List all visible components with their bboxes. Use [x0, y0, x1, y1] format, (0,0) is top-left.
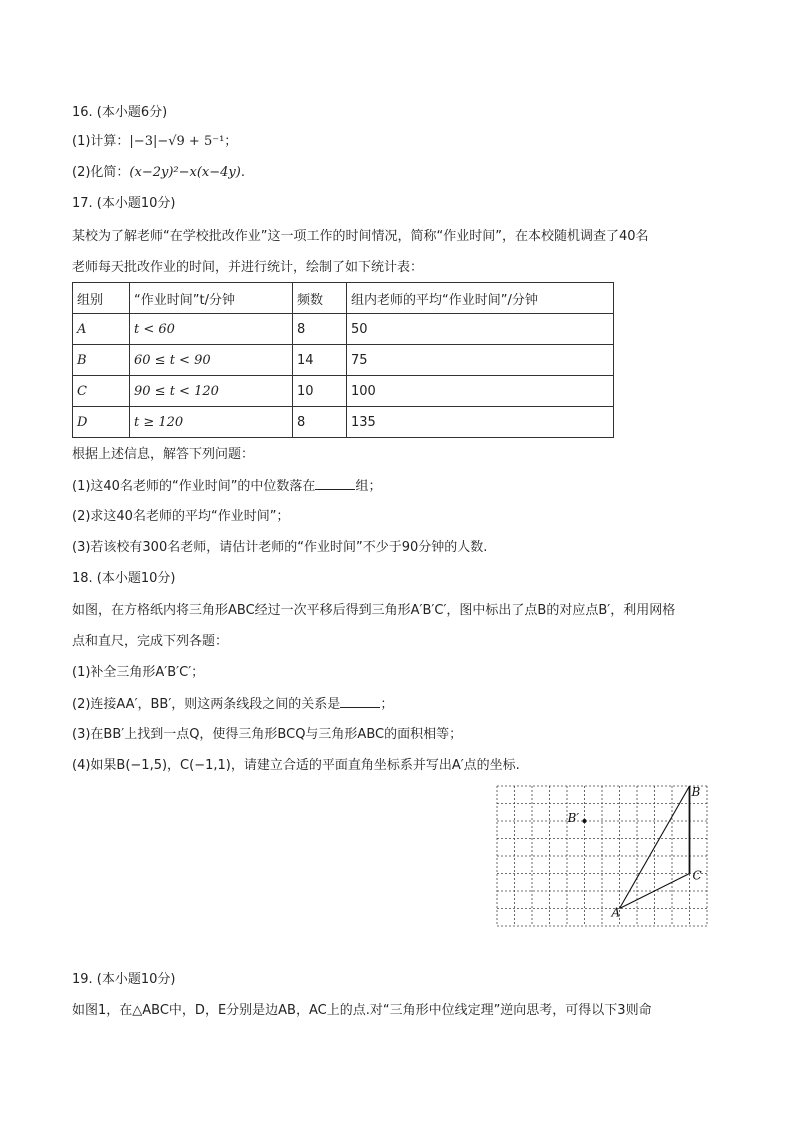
q19-header: 19. (本小题10分): [72, 972, 176, 987]
q17-part3: (3)若该校有300名老师，请估计老师的“作业时间”不少于90分钟的人数.: [72, 540, 488, 555]
q18-part2: [72, 695, 393, 714]
q18-intro-line1: 如图，在方格纸内将三角形ABC经过一次平移后得到三角形A′B′C′，图中标出了点B的对应点B′，利用网格: [72, 603, 676, 618]
table-cell: 8: [293, 314, 347, 345]
table-cell: A: [73, 314, 130, 345]
table-row: [73, 314, 614, 345]
label-b-prime: B′: [567, 811, 580, 825]
table-cell: 75: [347, 345, 614, 376]
grid-lines: [497, 786, 707, 926]
q16-header: 16. (本小题6分): [72, 105, 168, 120]
table-cell: 100: [347, 376, 614, 407]
q16-part1-label: (1)计算：: [72, 134, 130, 149]
table-cell: 8: [293, 407, 347, 438]
table-row: [73, 407, 614, 438]
table-cell: D: [73, 407, 130, 438]
table-cell: t < 60: [130, 314, 293, 345]
q18-part3: (3)在BB′上找到一点Q，使得三角形BCQ与三角形ABC的面积相等；: [72, 727, 463, 742]
answer-blank: [340, 695, 380, 708]
table-row: [73, 345, 614, 376]
table-header-cell: 组内老师的平均“作业时间”/分钟: [347, 283, 614, 314]
table-cell: C: [73, 376, 130, 407]
table-cell: 90 ≤ t < 120: [130, 376, 293, 407]
label-a: A: [611, 905, 621, 920]
table-header-cell: 频数: [293, 283, 347, 314]
table-row: [73, 376, 614, 407]
table-cell: 14: [293, 345, 347, 376]
q18-part2-text: (2)连接AA′，BB′，则这两条线段之间的关系是: [72, 697, 341, 712]
q18-header: 18. (本小题10分): [72, 571, 176, 586]
triangle-abc: [583, 786, 690, 909]
table-cell: t ≥ 120: [130, 407, 293, 438]
label-b: B: [691, 785, 701, 799]
q16-part2-expression: (x−2y)²−x(x−4y).: [129, 165, 245, 180]
table-header-cell: “作业时间”t/分钟: [130, 283, 293, 314]
q18-part1: (1)补全三角形A′B′C′；: [72, 665, 205, 680]
q17-part1: [72, 477, 381, 496]
q18-intro-line2: 点和直尺，完成下列各题：: [72, 634, 229, 649]
q16-part1-expression: |−3|−√9 + 5⁻¹；: [129, 134, 238, 149]
q16-part1: [72, 133, 237, 151]
q17-intro-line1: 某校为了解老师“在学校批改作业”这一项工作的时间情况，简称“作业时间”，在本校随机调查了40名: [72, 229, 649, 244]
point-labels: [567, 785, 702, 920]
q18-part4: (4)如果B(−1,5)，C(−1,1)，请建立合适的平面直角坐标系并写出A′点的坐标.: [72, 758, 520, 773]
q17-part1-suffix: 组；: [355, 479, 382, 494]
q18-grid-figure: [495, 784, 721, 932]
table-cell: 60 ≤ t < 90: [130, 345, 293, 376]
table-cell: B: [73, 345, 130, 376]
q16-part2-label: (2)化简：: [72, 165, 130, 180]
q16-part2: [72, 164, 245, 182]
table-cell: 10: [293, 376, 347, 407]
table-header-row: [73, 283, 614, 314]
table-cell: 135: [347, 407, 614, 438]
q18-part2-suffix: ；: [380, 697, 394, 712]
q17-lead: 根据上述信息，解答下列问题：: [72, 447, 255, 462]
q17-statistics-table: [72, 282, 614, 438]
label-c: C: [692, 868, 702, 883]
q17-part1-text: (1)这40名老师的“作业时间”的中位数落在: [72, 479, 316, 494]
point-b-prime: [583, 819, 587, 823]
q17-intro-line2: 老师每天批改作业的时间，并进行统计，绘制了如下统计表：: [72, 260, 424, 275]
q17-part2: (2)求这40名老师的平均“作业时间”；: [72, 509, 290, 524]
q19-intro-line1: 如图1，在△ABC中，D，E分别是边AB，AC上的点.对“三角形中位线定理”逆向思考，可得以下3则命: [72, 1003, 652, 1018]
table-header-cell: 组别: [73, 283, 130, 314]
table-cell: 50: [347, 314, 614, 345]
answer-blank: [315, 477, 355, 490]
q17-header: 17. (本小题10分): [72, 196, 176, 211]
